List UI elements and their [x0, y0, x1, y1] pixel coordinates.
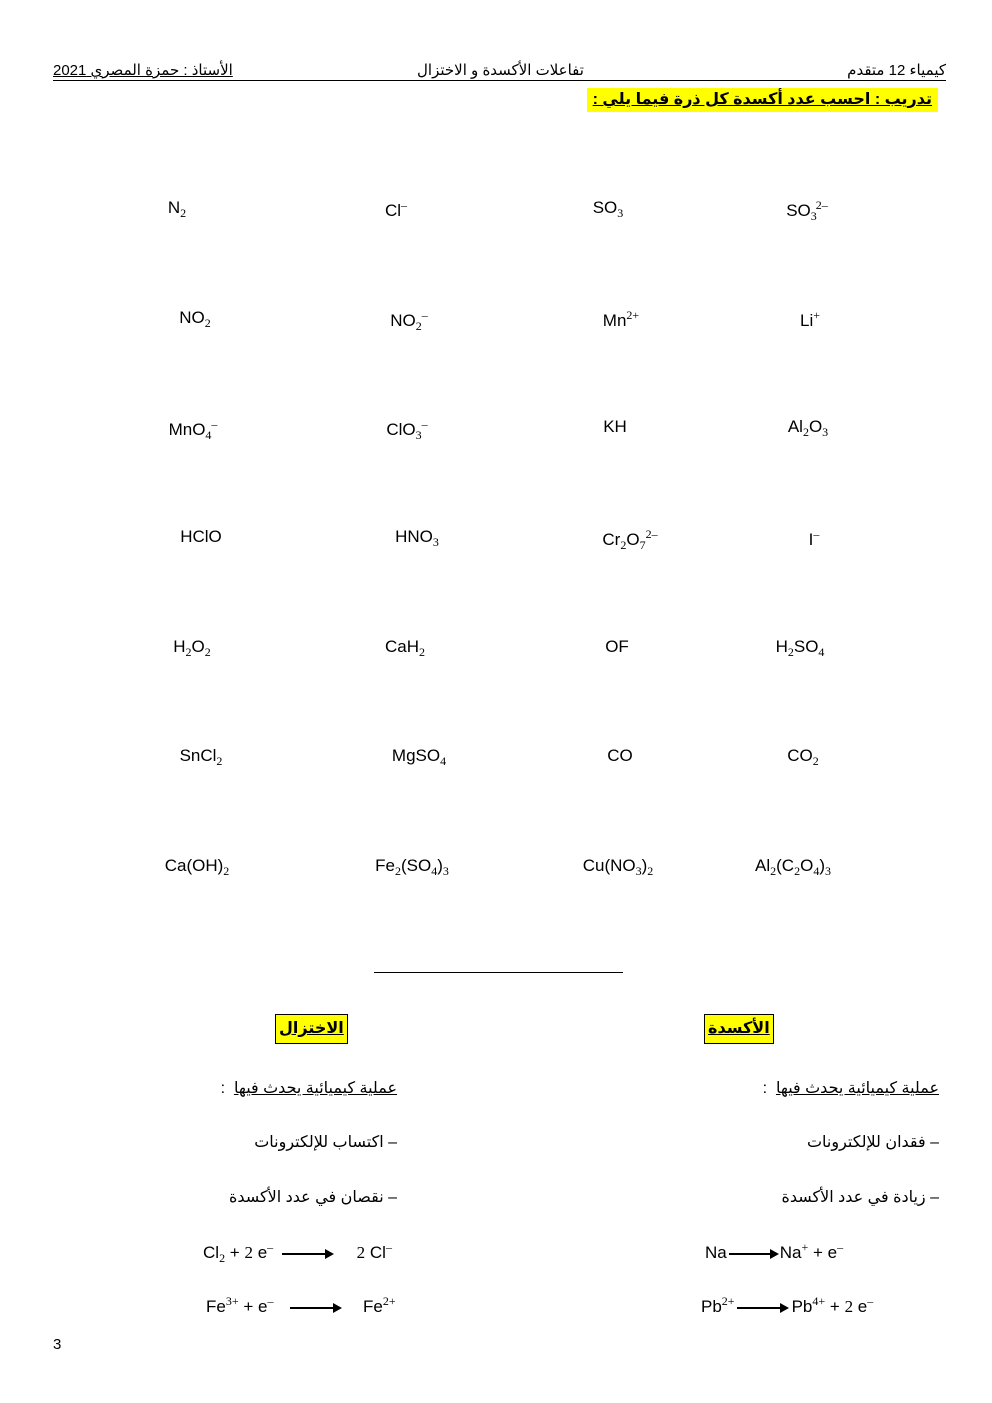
formula-al2o3: $Al_2O_3$ — [787, 417, 829, 439]
formula-so3: $SO_3$ — [592, 198, 624, 220]
formula-no2: $NO_2$ — [179, 308, 211, 330]
reduction-equation-iron: $Fe^{3+} + e^-$ $Fe^{2+}$ — [206, 1294, 396, 1316]
formula-kh: KH — [603, 417, 627, 436]
reaction-arrow-icon — [737, 1303, 789, 1313]
formula-mgso4: MgSO$_4$ — [391, 746, 447, 768]
oxidation-equation-lead: $Pb^{2+}$ $Pb^{4+} + 2$ e– — [701, 1294, 874, 1316]
oxidation-definition: عملية كيميائية يحدث فيها : — [762, 1080, 939, 1097]
formula-sncl2: SnCl$_2$ — [179, 746, 223, 768]
formula-n2: $N_2$ — [167, 198, 187, 220]
formula-co2: $CO_2$ — [787, 746, 819, 768]
formula-h2o2: $H_2O_2$ — [173, 637, 211, 659]
reaction-arrow-icon — [282, 1249, 334, 1259]
task-instruction: تدريب : احسب عدد أكسدة كل ذرة فيما يلي : — [587, 88, 938, 112]
formula-of: OF — [605, 637, 629, 656]
formula-co: CO — [607, 746, 633, 765]
header-topic: تفاعلات الأكسدة و الاختزال — [417, 62, 584, 79]
reduction-definition: عملية كيميائية يحدث فيها : — [220, 1080, 397, 1097]
reduction-point-decrease-oxidation: – نقصان في عدد الأكسدة — [228, 1189, 397, 1206]
header-subject: كيمياء 12 متقدم — [847, 62, 946, 79]
formula-iodide-ion: I– — [808, 527, 820, 549]
reduction-equation-chlorine: $Cl_2 + 2$ e– 2 Cl– — [203, 1240, 392, 1265]
formula-li-ion: Li+ — [799, 308, 821, 330]
formula-chloride-ion: Cl– — [384, 198, 408, 220]
formula-nitrite-ion: $NO_2^-$ — [390, 308, 428, 333]
formula-dichromate-ion: $Cr_2O_7^{2-}$ — [602, 527, 658, 552]
formula-calcium-hydroxide: $Ca(OH)_2$ — [164, 856, 230, 878]
formula-mn-ion: $Mn^{2+}$ — [602, 308, 640, 330]
oxidation-point-lose-electrons: – فقدان للإلكترونات — [806, 1134, 939, 1151]
formula-copper-nitrate: $Cu(NO_3)_2$ — [582, 856, 654, 878]
page-number: 3 — [53, 1336, 62, 1353]
oxidation-point-increase-oxidation: – زيادة في عدد الأكسدة — [781, 1189, 939, 1206]
formula-aluminium-oxalate: $Al_2(C_2O_4)_3$ — [755, 856, 831, 878]
formula-cah2: CaH$_2$ — [384, 637, 426, 659]
oxidation-equation-sodium: Na Na+ + e– — [705, 1240, 844, 1262]
reduction-point-gain-electrons: – اكتساب للإلكترونات — [254, 1134, 397, 1151]
reaction-arrow-icon — [290, 1303, 342, 1313]
formula-hno3: $HNO_3$ — [395, 527, 439, 549]
header-divider — [53, 80, 946, 81]
formula-iron-sulfate: $Fe_2(SO_4)_3$ — [375, 856, 449, 878]
header-teacher: الأستاذ : حمزة المصري 2021 — [53, 62, 233, 79]
formula-h2so4: $H_2SO_4$ — [775, 637, 825, 659]
formula-chlorate-ion: ClO$_3$– — [386, 417, 428, 442]
formula-hclo: HClO — [180, 527, 222, 546]
section-divider — [374, 972, 623, 973]
reaction-arrow-icon — [729, 1249, 779, 1259]
oxidation-title: الأكسدة — [704, 1014, 774, 1044]
formula-permanganate-ion: MnO$_4$– — [168, 417, 218, 442]
reduction-title: الاختزال — [275, 1014, 348, 1044]
formula-sulfite-ion: $SO_3^{2-}$ — [786, 198, 828, 223]
